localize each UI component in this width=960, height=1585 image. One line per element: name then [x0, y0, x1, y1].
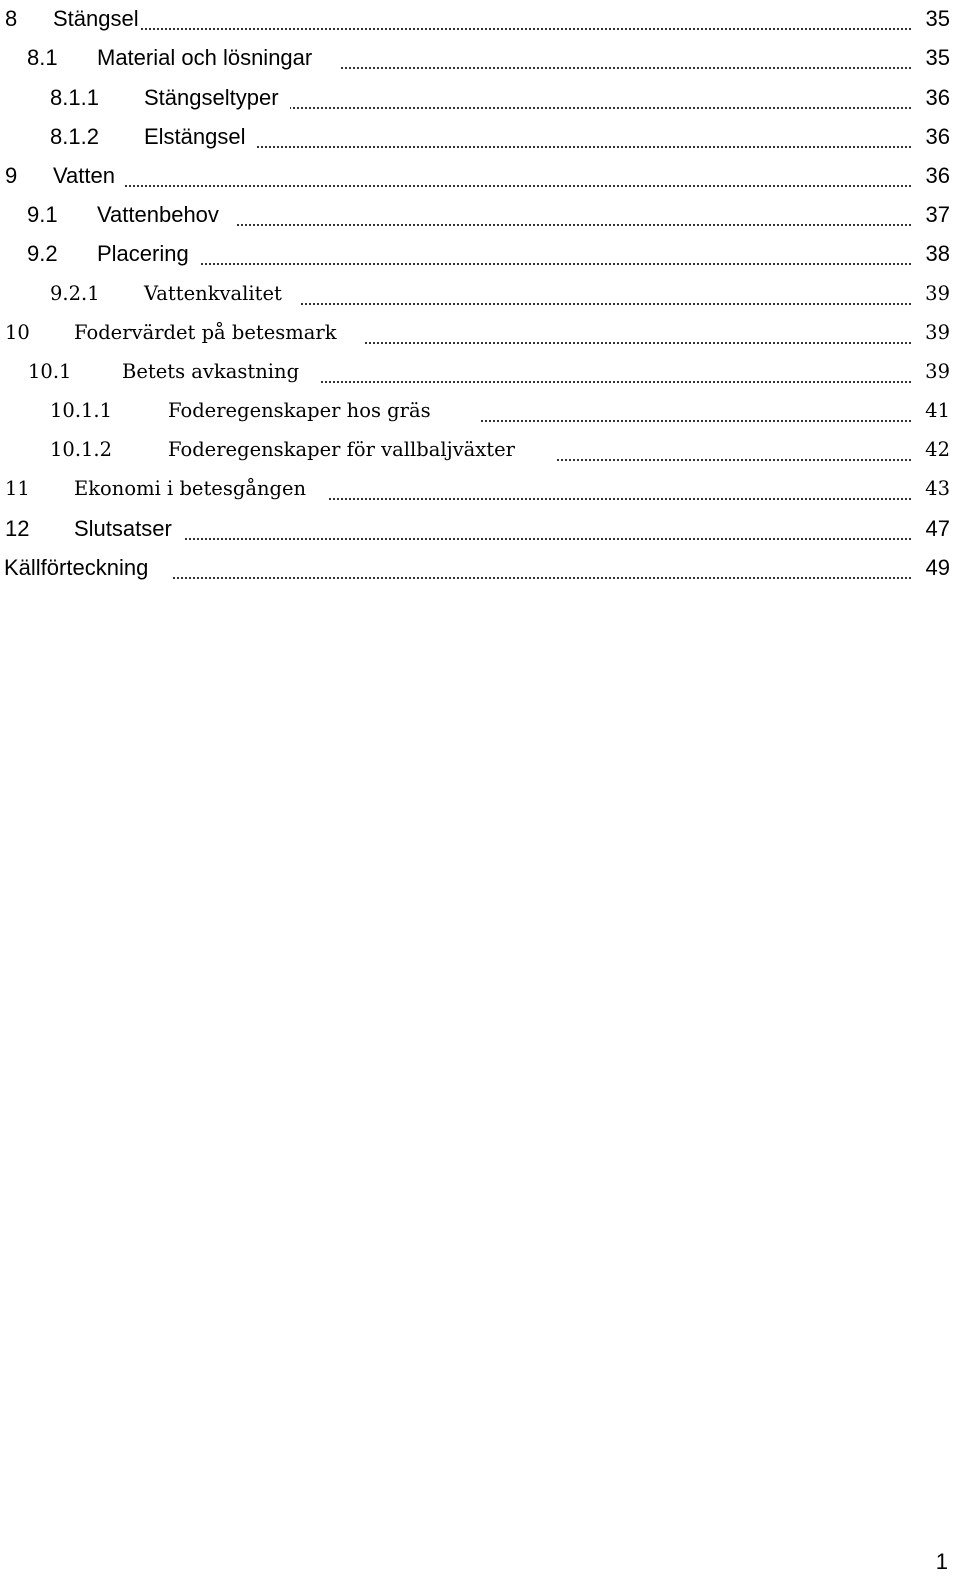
- toc-entry-number: 10.1.2: [50, 438, 113, 462]
- toc-entry-number: 9.2: [27, 241, 58, 267]
- dot-leader: [172, 577, 912, 579]
- toc-entry-9-1[interactable]: [0, 196, 952, 235]
- toc-entry-number: 10.1: [28, 359, 72, 383]
- dot-leader: [320, 381, 912, 383]
- dot-leader: [328, 498, 912, 500]
- toc-entry-page: 43: [922, 476, 950, 502]
- toc-entry-8-1[interactable]: [0, 39, 952, 78]
- toc-entry-references[interactable]: [0, 549, 952, 588]
- toc-entry-page: 47: [923, 516, 950, 542]
- toc-entry-8-1-2[interactable]: [0, 118, 952, 157]
- toc-entry-9-2[interactable]: [0, 235, 952, 274]
- toc-entry-title: Vattenbehov: [97, 202, 219, 228]
- dot-leader: [555, 459, 912, 461]
- dot-leader: [340, 67, 912, 69]
- toc-entry-page: 37: [923, 202, 950, 228]
- toc-entry-title: Elstängsel: [144, 123, 246, 149]
- toc-entry-page: 39: [922, 281, 950, 307]
- dot-leader: [235, 224, 912, 226]
- toc-entry-9[interactable]: [0, 157, 952, 196]
- toc-entry-10-1[interactable]: [0, 353, 952, 392]
- toc-entry-title: Stängseltyper: [144, 84, 279, 110]
- dot-leader: [300, 303, 912, 305]
- dot-leader: [290, 107, 912, 109]
- toc-entry-number: 8.1.2: [50, 123, 99, 149]
- toc-entry-title: Foderegenskaper hos gräs: [168, 399, 431, 423]
- toc-entry-10[interactable]: [0, 314, 952, 353]
- toc-entry-title: Betets avkastning: [122, 359, 300, 383]
- toc-entry-number: 8: [5, 6, 18, 32]
- toc-entry-page: 49: [923, 555, 950, 581]
- toc-entry-number: 9: [5, 162, 18, 188]
- dot-leader: [200, 263, 912, 265]
- toc-entry-page: 35: [923, 6, 950, 32]
- toc-entry-page: 36: [923, 163, 950, 189]
- toc-entry-number: 9.2.1: [50, 281, 100, 305]
- toc-entry-page: 38: [923, 241, 950, 267]
- toc-entry-title: Ekonomi i betesgången: [74, 477, 307, 501]
- dot-leader: [125, 185, 912, 187]
- toc-entry-title: Källförteckning: [4, 554, 149, 580]
- toc-entry-page: 36: [923, 124, 950, 150]
- toc-entry-number: 8.1.1: [50, 84, 99, 110]
- toc-entry-page: 36: [923, 85, 950, 111]
- toc-entry-title: Vatten: [53, 162, 115, 188]
- toc-entry-title: Slutsatser: [74, 515, 172, 541]
- toc-entry-12[interactable]: [0, 509, 952, 548]
- toc-entry-number: 12: [5, 515, 30, 541]
- toc-entry-9-2-1[interactable]: [0, 274, 952, 313]
- toc-entry-number: 8.1: [27, 45, 58, 71]
- toc-entry-page: 39: [922, 359, 950, 385]
- toc-entry-number: 10.1.1: [50, 399, 113, 423]
- toc-entry-8[interactable]: [0, 0, 952, 39]
- dot-leader: [183, 538, 912, 540]
- table-of-contents: [0, 0, 952, 588]
- toc-entry-title: Placering: [97, 241, 189, 267]
- toc-entry-8-1-1[interactable]: [0, 78, 952, 117]
- toc-entry-number: 9.1: [27, 202, 58, 228]
- toc-entry-title: Foderegenskaper för vallbaljväxter: [168, 438, 515, 462]
- dot-leader: [480, 420, 912, 422]
- toc-entry-number: 10: [5, 320, 30, 344]
- toc-entry-page: 42: [922, 437, 950, 463]
- dot-leader: [140, 28, 912, 30]
- toc-entry-10-1-2[interactable]: [0, 431, 952, 470]
- dot-leader: [365, 342, 912, 344]
- toc-entry-page: 35: [923, 45, 950, 71]
- page-number: 1: [935, 1549, 948, 1574]
- toc-entry-page: 39: [922, 320, 950, 346]
- dot-leader: [255, 146, 912, 148]
- toc-entry-11[interactable]: [0, 470, 952, 509]
- toc-entry-title: Fodervärdet på betesmark: [74, 320, 337, 344]
- toc-entry-number: 11: [5, 477, 30, 501]
- toc-entry-title: Material och lösningar: [97, 45, 313, 71]
- toc-entry-page: 41: [922, 398, 950, 424]
- toc-entry-10-1-1[interactable]: [0, 392, 952, 431]
- toc-entry-title: Stängsel: [53, 6, 139, 32]
- toc-entry-title: Vattenkvalitet: [144, 281, 282, 305]
